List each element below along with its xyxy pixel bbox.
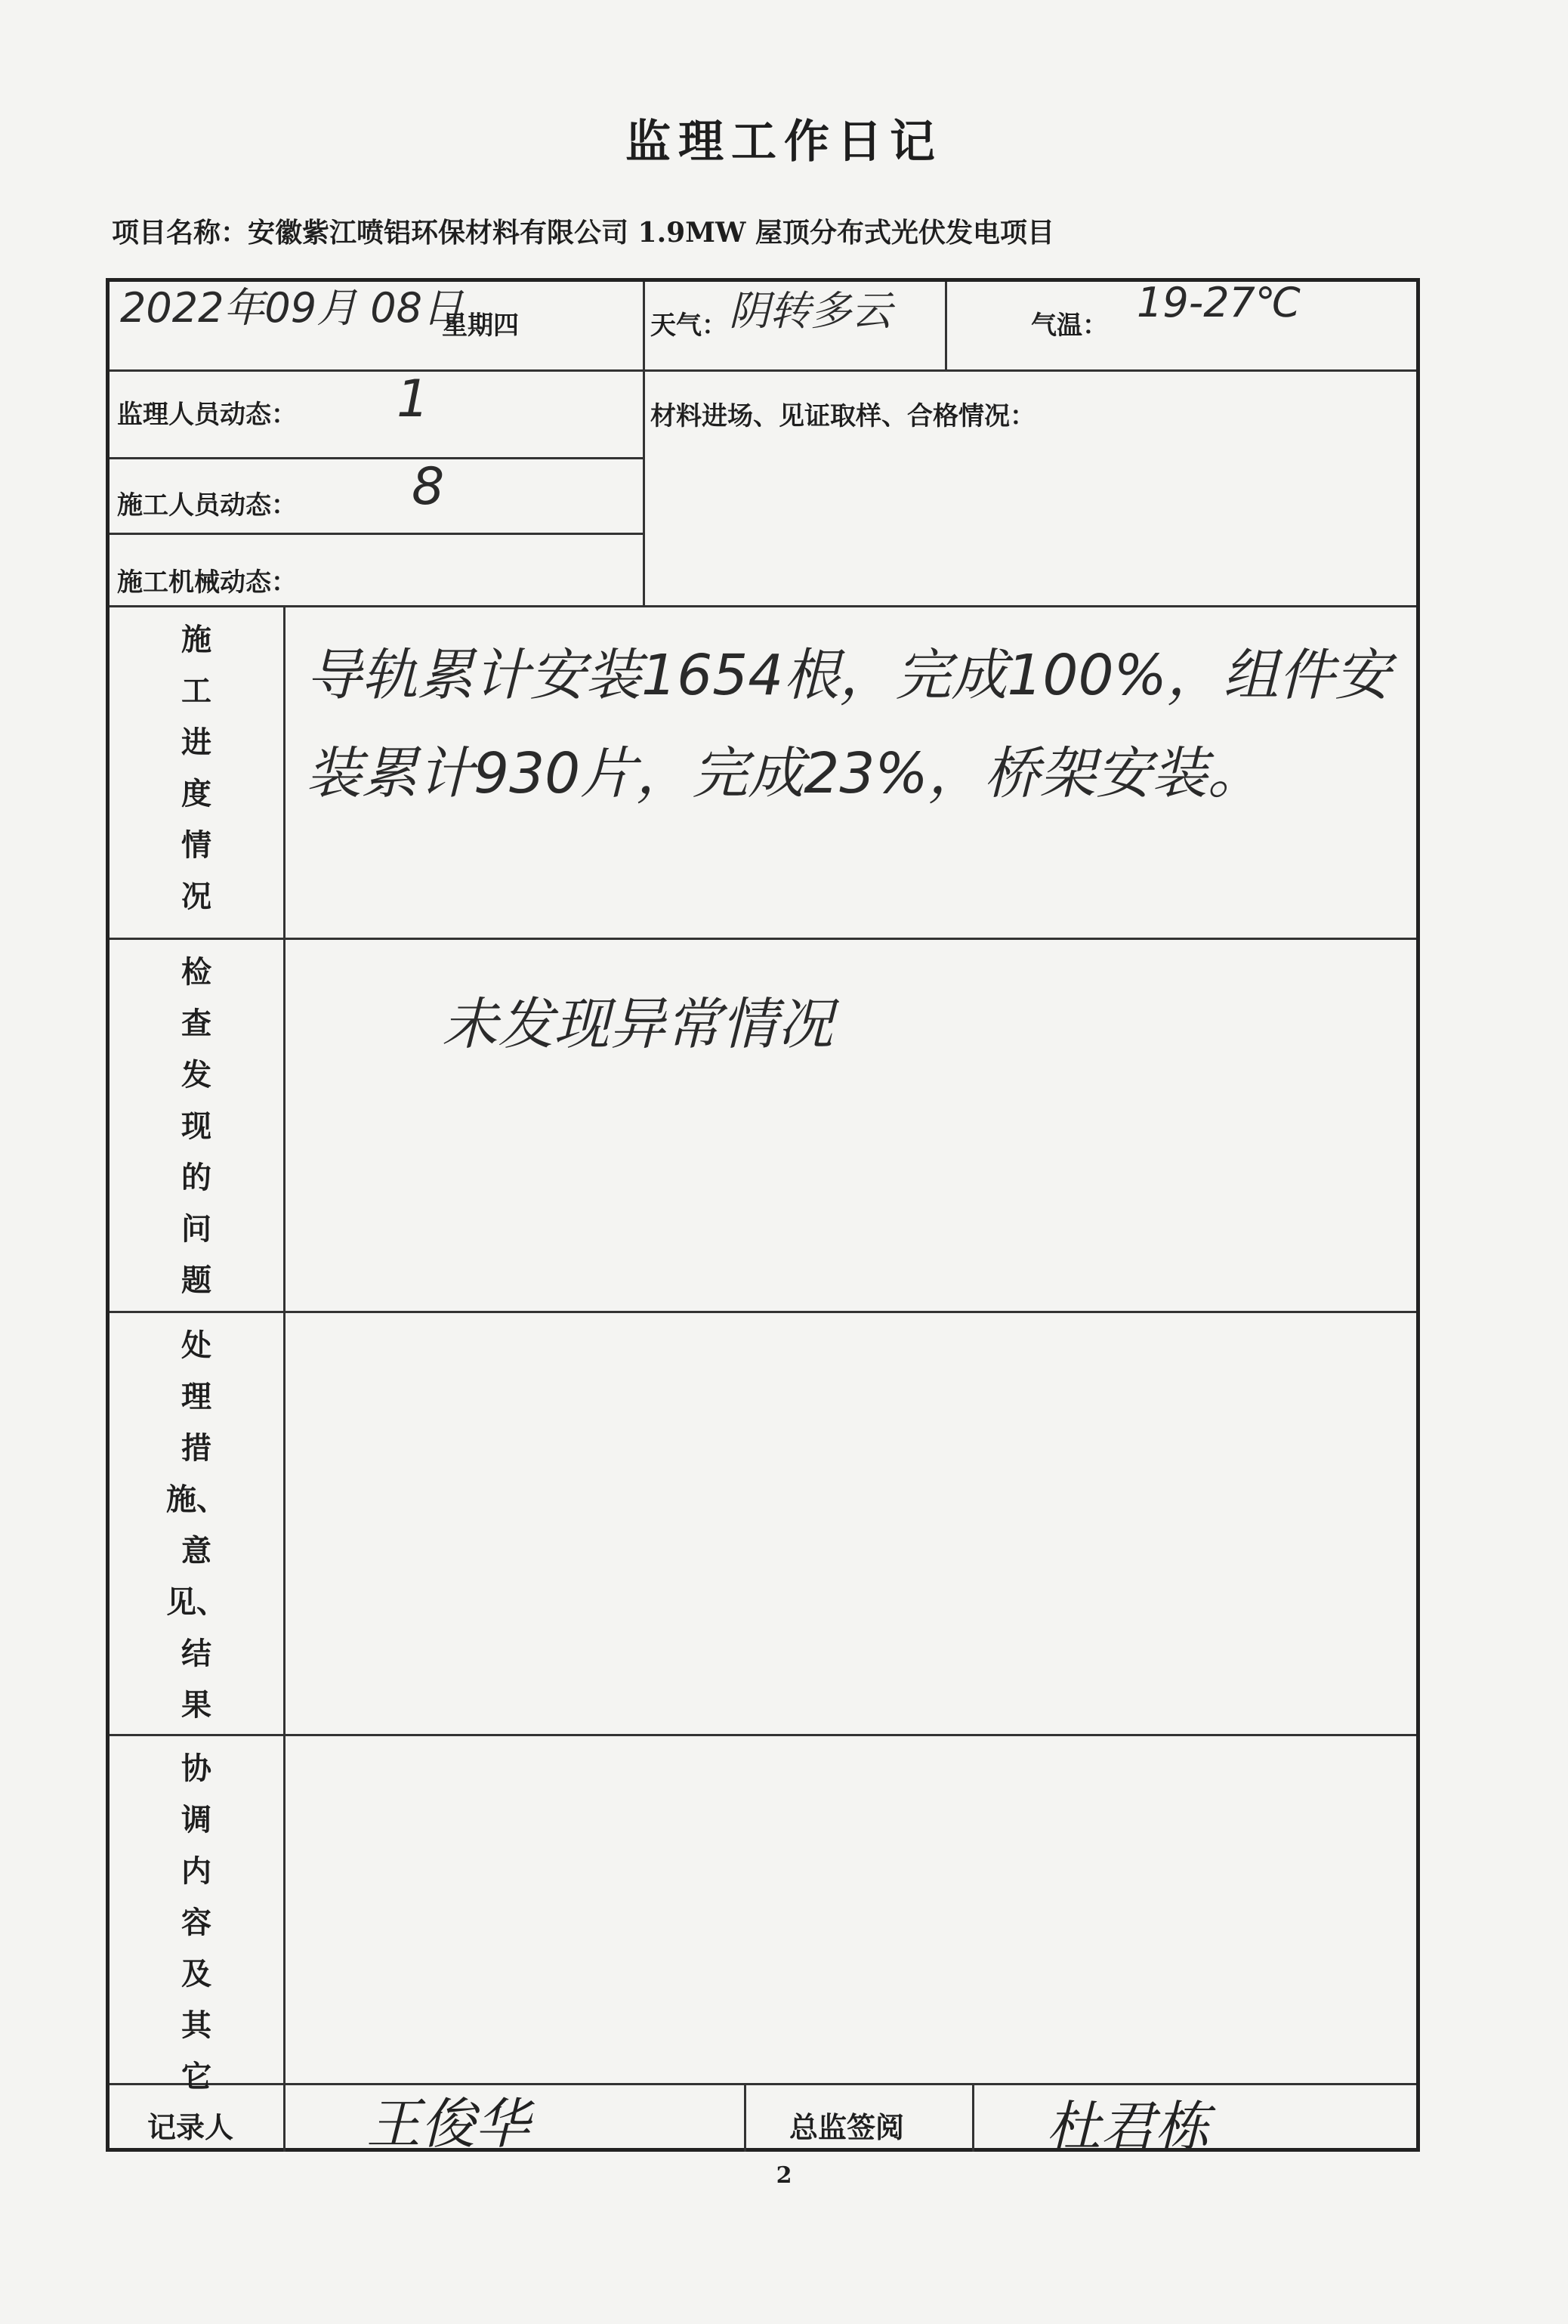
issues-text: 未发现异常情况 — [442, 992, 833, 1057]
issues-label: 检 查 发 现 的 问 题 — [181, 954, 211, 1298]
progress-label: 施 工 进 度 情 况 — [181, 622, 211, 914]
coordination-text — [283, 1734, 1416, 2081]
materials-label: 材料进场、见证取样、合格情况： — [650, 401, 1036, 431]
weather-label: 天气： — [650, 311, 727, 341]
weekday-value: 星期四 — [442, 311, 519, 341]
column-divider — [643, 282, 645, 605]
measures-text — [283, 1311, 1416, 1734]
supervision-staff-label: 监理人员动态： — [117, 400, 297, 430]
recorder-label: 记录人 — [147, 2110, 234, 2144]
column-divider — [744, 2083, 746, 2152]
date-value: 2022年09月 08日 — [120, 284, 464, 332]
column-divider — [945, 282, 947, 369]
project-name: 项目名称：安徽紫江喷铝环保材料有限公司 1.9MW 屋顶分布式光伏发电项目 — [112, 217, 1054, 249]
machinery-label: 施工机械动态： — [117, 567, 297, 598]
coordination-label: 协 调 内 容 及 其 它 — [181, 1751, 211, 2094]
temperature-label: 气温： — [1031, 311, 1108, 341]
row-divider — [110, 2083, 1416, 2085]
row-divider — [110, 533, 643, 535]
page-number: 2 — [776, 2162, 792, 2189]
measures-label: 处 理 措 施、 意 见、 结 果 — [166, 1327, 227, 1723]
row-divider — [110, 369, 1416, 372]
progress-text: 导轨累计安装1654根，完成100%，组件安装累计930片，完成23%，桥架安装。 — [306, 643, 1391, 806]
diary-form — [106, 278, 1420, 2159]
chief-signature: 杜君栋 — [1046, 2095, 1210, 2159]
row-divider — [110, 457, 643, 459]
chief-review-label: 总监签阅 — [789, 2110, 905, 2144]
supervision-staff-value: 1 — [397, 369, 430, 429]
construction-staff-value: 8 — [412, 457, 445, 517]
temperature-value: 19-27℃ — [1137, 279, 1301, 326]
recorder-signature: 王俊华 — [366, 2092, 530, 2156]
page-title: 监理工作日记 — [625, 116, 943, 168]
construction-staff-label: 施工人员动态： — [117, 490, 297, 521]
column-divider — [972, 2083, 974, 2152]
row-divider — [110, 938, 1416, 940]
weather-value: 阴转多云 — [729, 287, 892, 335]
